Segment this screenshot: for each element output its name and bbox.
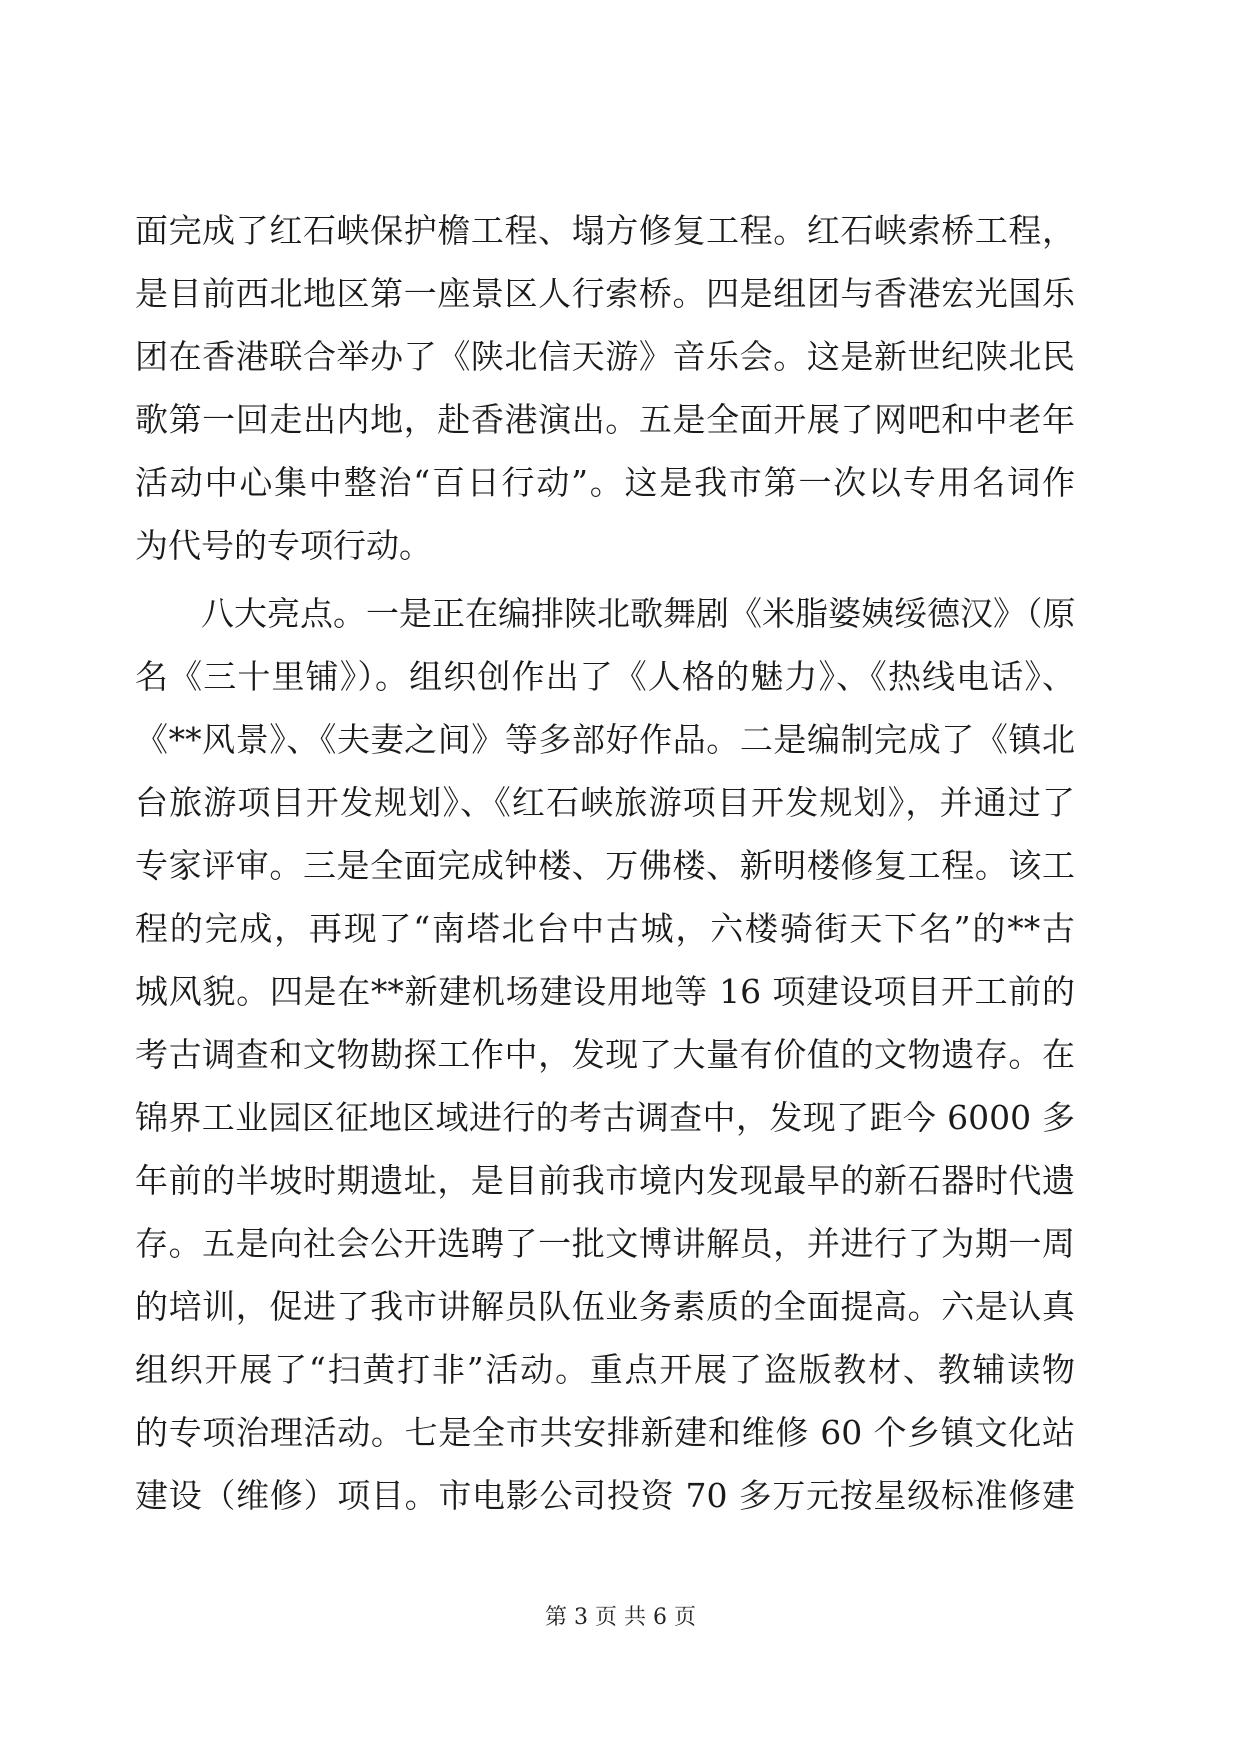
text-line: 年前的半坡时期遗址，是目前我市境内发现最早的新石器时代遗 [135,1161,1075,1200]
text-line: 面完成了红石峡保护檐工程、塌方修复工程。红石峡索桥工程， [135,211,1075,250]
text-line: 八大亮点。一是正在编排陕北歌舞剧《米脂婆姨绥德汉》（原 [201,594,1075,633]
text-line: 是目前西北地区第一座景区人行索桥。四是组团与香港宏光国乐 [135,274,1075,313]
page-number-footer: 第 3 页 共 6 页 [545,1605,696,1630]
text-line: 建设（维修）项目。市电影公司投资 70 多万元按星级标准修建 [135,1476,1075,1515]
text-line: 团在香港联合举办了《陕北信天游》音乐会。这是新世纪陕北民 [135,337,1075,376]
text-line: 城风貌。四是在**新建机场建设用地等 16 项建设项目开工前的 [135,972,1075,1011]
text-line: 《**风景》、《夫妻之间》等多部好作品。二是编制完成了《镇北 [135,720,1075,759]
text-line: 存。五是向社会公开选聘了一批文博讲解员，并进行了为期一周 [135,1224,1075,1263]
text-line: 程的完成，再现了“南塔北台中古城，六楼骑街天下名”的**古 [135,909,1075,948]
text-line: 专家评审。三是全面完成钟楼、万佛楼、新明楼修复工程。该工 [135,846,1075,885]
text-line: 歌第一回走出内地，赴香港演出。五是全面开展了网吧和中老年 [135,400,1075,439]
text-line: 锦界工业园区征地区域进行的考古调查中，发现了距今 6000 多 [135,1098,1075,1137]
text-line: 组织开展了“扫黄打非”活动。重点开展了盗版教材、教辅读物 [135,1350,1075,1389]
text-line: 考古调查和文物勘探工作中，发现了大量有价值的文物遗存。在 [135,1035,1075,1074]
text-line: 的培训，促进了我市讲解员队伍业务素质的全面提高。六是认真 [135,1287,1075,1326]
text-line: 活动中心集中整治“百日行动”。这是我市第一次以专用名词作 [135,463,1075,502]
text-line: 的专项治理活动。七是全市共安排新建和维修 60 个乡镇文化站 [135,1413,1075,1452]
text-line: 名《三十里铺》）。组织创作出了《人格的魅力》、《热线电话》、 [135,657,1075,696]
text-line: 为代号的专项行动。 [135,526,432,565]
text-line: 台旅游项目开发规划》、《红石峡旅游项目开发规划》，并通过了 [135,783,1075,822]
